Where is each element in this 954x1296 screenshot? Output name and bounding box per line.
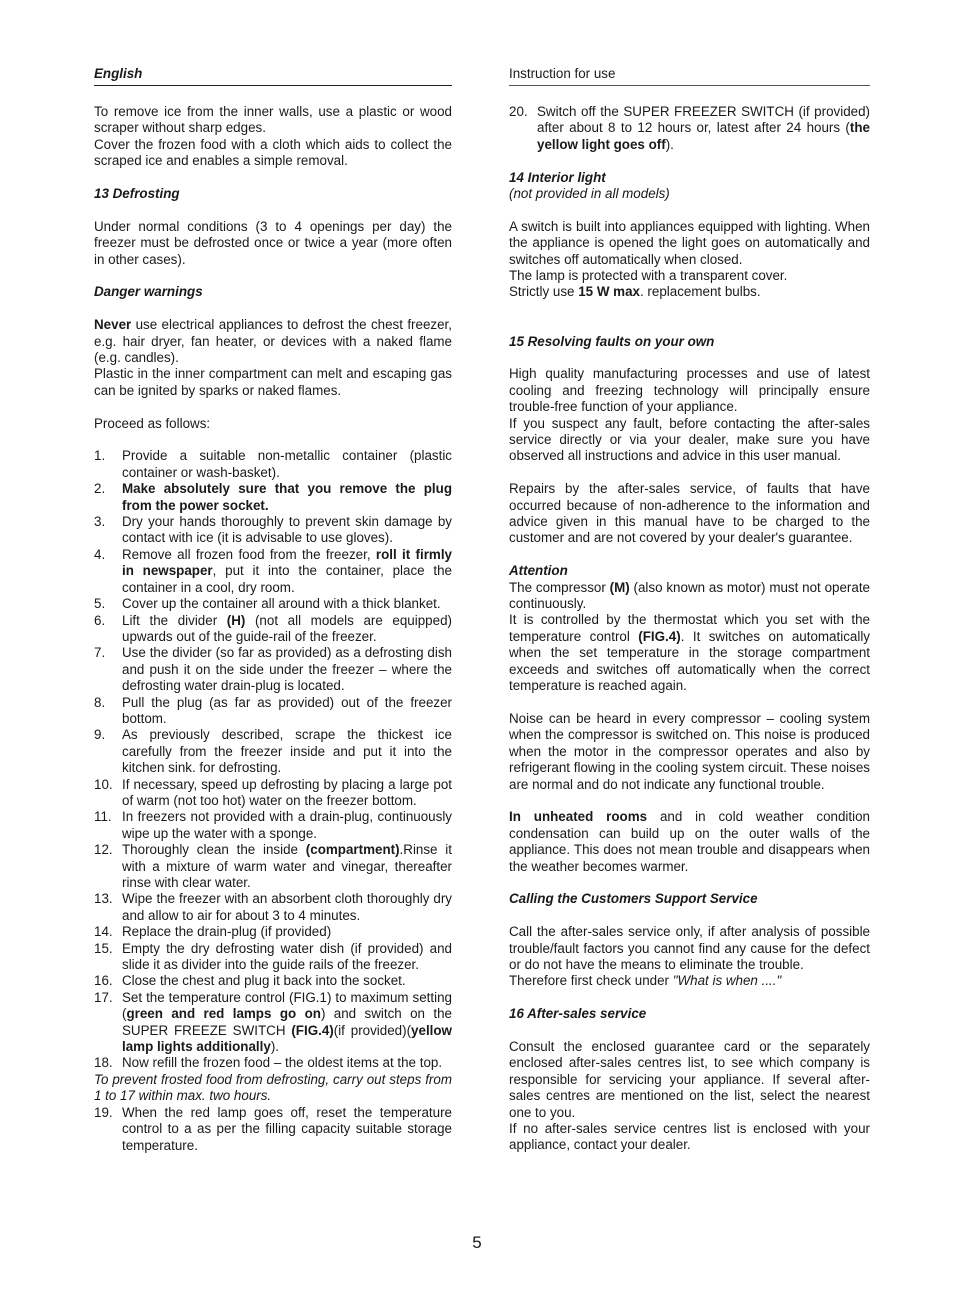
page-number: 5: [472, 1233, 482, 1252]
resolving-faults-heading: 15 Resolving faults on your own: [509, 333, 715, 349]
attention-text: The compressor (M) (also known as motor) must not operate continuously.: [509, 579, 870, 612]
list-item: 4. Remove all frozen food from the freezer, roll it firmly in newspaper, put it into the container, place the container in a cool, dry room.: [94, 546, 452, 595]
list-item-number: 5.: [94, 596, 106, 612]
customer-support-text: Call the after-sales service only, if after analysis of possible trouble/fault factors you cannot find any cause for the defect or do not have the means to eliminate the trouble.: [509, 924, 870, 972]
list-item-number: 2.: [94, 481, 106, 497]
list-item-number: 19.: [94, 1104, 113, 1120]
list-item: 10. If necessary, speed up defrosting by placing a large pot of warm (not too hot) water on the freezer bottom.: [94, 776, 452, 808]
list-item-number: 1.: [94, 448, 106, 464]
defrosting-heading: 13 Defrosting: [94, 186, 180, 202]
list-item: 19. When the red lamp goes off, reset the temperature control to a as per the filling capacity suitable storage temperature.: [94, 1104, 452, 1153]
customer-support-text-2: Therefore first check under "What is when ....": [509, 973, 782, 989]
after-sales-text-2: If no after-sales service centres list is enclosed with your appliance, contact your dealer.: [509, 1120, 870, 1153]
list-item: 6. Lift the divider (H) (not all models are equipped) upwards out of the guide-rail of the freezer.: [94, 612, 452, 644]
list-item: 20. Switch off the SUPER FREEZER SWITCH (if provided) after about 8 to 12 hours or, latest after 24 hours (the yellow light goes off).: [509, 104, 870, 152]
defrost-steps-list: [94, 448, 452, 1071]
interior-light-subheading: (not provided in all models): [509, 186, 670, 202]
list-item-number: 16.: [94, 973, 113, 989]
customer-support-heading: Calling the Customers Support Service: [509, 891, 758, 907]
after-sales-heading: 16 After-sales service: [509, 1006, 647, 1022]
never-emphasis: Never: [94, 317, 132, 333]
list-item-number: 3.: [94, 514, 106, 530]
intro-paragraph: Cover the frozen food with a cloth which aids to collect the scraped ice and enables a simple removal.: [94, 136, 452, 169]
interior-light-text: A switch is built into appliances equipped with lighting. When the appliance is opened the light goes on automatically and switches off automatically when closed.: [509, 218, 870, 267]
list-item-number: 18.: [94, 1055, 113, 1071]
list-item-number: 7.: [94, 645, 106, 661]
unheated-rooms-text: In unheated rooms and in cold weather condition condensation can build up on the outer walls of the appliance. This does not mean trouble and disappears when the weather becomes warmer.: [509, 809, 870, 874]
danger-warnings-heading: Danger warnings: [94, 284, 203, 300]
list-item: 12. Thoroughly clean the inside (compartment).Rinse it with a mixture of warm water and vinegar, thereafter rinse with clear water.: [94, 842, 452, 890]
list-item-number: 11.: [94, 809, 112, 825]
list-item-number: 8.: [94, 694, 106, 710]
list-item: 2. Make absolutely sure that you remove the plug from the power socket.: [94, 481, 452, 513]
attention-text-2: It is controlled by the thermostat which you set with the temperature control (FIG.4). It switches on automatically when the set temperature in the storage compartment exceeds and switches off automatically when the correct temperature is reached again.: [509, 612, 870, 694]
steps-note: To prevent frosted food from defrosting, carry out steps from 1 to 17 within max. two hours.: [94, 1071, 452, 1104]
list-item: 13. Wipe the freezer with an absorbent cloth thoroughly dry and allow to air for about 3 to 4 minutes.: [94, 891, 452, 923]
resolving-faults-text: High quality manufacturing processes and use of latest cooling and freezing technology will principally ensure trouble-free function of your appliance.: [509, 366, 870, 415]
list-item: 8. Pull the plug (as far as provided) out of the freezer bottom.: [94, 694, 452, 726]
list-item: 1. Provide a suitable non-metallic container (plastic container or wash-basket).: [94, 448, 452, 480]
left-column: [94, 66, 452, 1154]
list-item-number: 10.: [94, 776, 113, 792]
interior-light-text-2: The lamp is protected with a transparent cover.: [509, 268, 788, 284]
list-item-number: 14.: [94, 924, 113, 940]
list-item: 11. In freezers not provided with a drain-plug, continuously wipe up the water with a sponge.: [94, 809, 452, 841]
list-item: 3. Dry your hands thoroughly to prevent skin damage by contact with ice (it is advisable to use gloves).: [94, 514, 452, 546]
danger-warnings-text-2: Plastic in the inner compartment can melt and escaping gas can be ignited by sparks or naked flames.: [94, 366, 452, 398]
proceed-text: Proceed as follows:: [94, 415, 211, 431]
list-item-number: 15.: [94, 940, 113, 956]
list-item: 9. As previously described, scrape the thickest ice carefully from the freezer inside and put it into the kitchen sink. for defrosting.: [94, 727, 452, 776]
defrost-steps-list-right: [509, 104, 870, 153]
attention-heading: Attention: [509, 563, 568, 579]
list-item: 16. Close the chest and plug it back into the socket.: [94, 973, 406, 989]
right-column: [509, 66, 870, 1154]
resolving-faults-text-2: If you suspect any fault, before contacting the after-sales service directly or via your dealer, make sure you have observed all instructions and advice in this user manual.: [509, 415, 870, 464]
list-item: 15. Empty the dry defrosting water dish (if provided) and slide it as divider into the guide rails of the freezer.: [94, 940, 452, 973]
list-item-number: 17.: [94, 989, 113, 1005]
danger-warnings-text: Never use electrical appliances to defrost the chest freezer, e.g. hair dryer, fan heater, or devices with a naked flame (e.g. candles).: [94, 317, 452, 366]
after-sales-text: Consult the enclosed guarantee card or the separately enclosed after-sales centres list, to see which company is responsible for servicing your appliance. If several after-sales centres are mentioned on the list, select the nearest one to you.: [509, 1038, 870, 1120]
list-item-number: 12.: [94, 842, 113, 858]
list-item-number: 9.: [94, 727, 106, 743]
interior-light-heading: 14 Interior light: [509, 169, 606, 185]
list-item-number: 13.: [94, 891, 113, 907]
list-item: 17. Set the temperature control (FIG.1) to maximum setting (green and red lamps go on) and switch on the SUPER FREEZE SWITCH (FIG.4)(if provided)(yellow lamp lights additionally).: [94, 989, 452, 1055]
interior-light-text-3: Strictly use 15 W max. replacement bulbs.: [509, 284, 761, 300]
list-item: 7. Use the divider (so far as provided) as a defrosting dish and push it on the side under the freezer – where the defrosting water drain-plug is located.: [94, 645, 452, 694]
document-header: Instruction for use: [509, 66, 870, 86]
repairs-text: Repairs by the after-sales service, of faults that have occurred because of non-adherence to the information and advice given in this manual have to be charged to the customer and are not covered by your dealer's guarantee.: [509, 481, 870, 546]
intro-paragraph: To remove ice from the inner walls, use a plastic or wood scraper without sharp edges.: [94, 104, 452, 136]
list-item-number: 6.: [94, 612, 106, 628]
list-item: 14. Replace the drain-plug (if provided): [94, 924, 332, 940]
language-header: English: [94, 66, 452, 86]
list-item-number: 20.: [509, 104, 528, 119]
list-item: 5. Cover up the container all around with a thick blanket.: [94, 596, 441, 612]
list-item-number: 4.: [94, 546, 106, 562]
list-item: 18. Now refill the frozen food – the oldest items at the top.: [94, 1055, 443, 1071]
defrost-steps-list-continued: [94, 1105, 452, 1154]
defrosting-text: Under normal conditions (3 to 4 openings per day) the freezer must be defrosted once or twice a year (more often in other cases).: [94, 218, 452, 267]
noise-text: Noise can be heard in every compressor – cooling system when the compressor is switched on. This noise is produced when the motor in the compressor operates and also by refrigerant flowing in the cooling system circuit. These noises are normal and do not indicate any functional trouble.: [509, 710, 870, 792]
